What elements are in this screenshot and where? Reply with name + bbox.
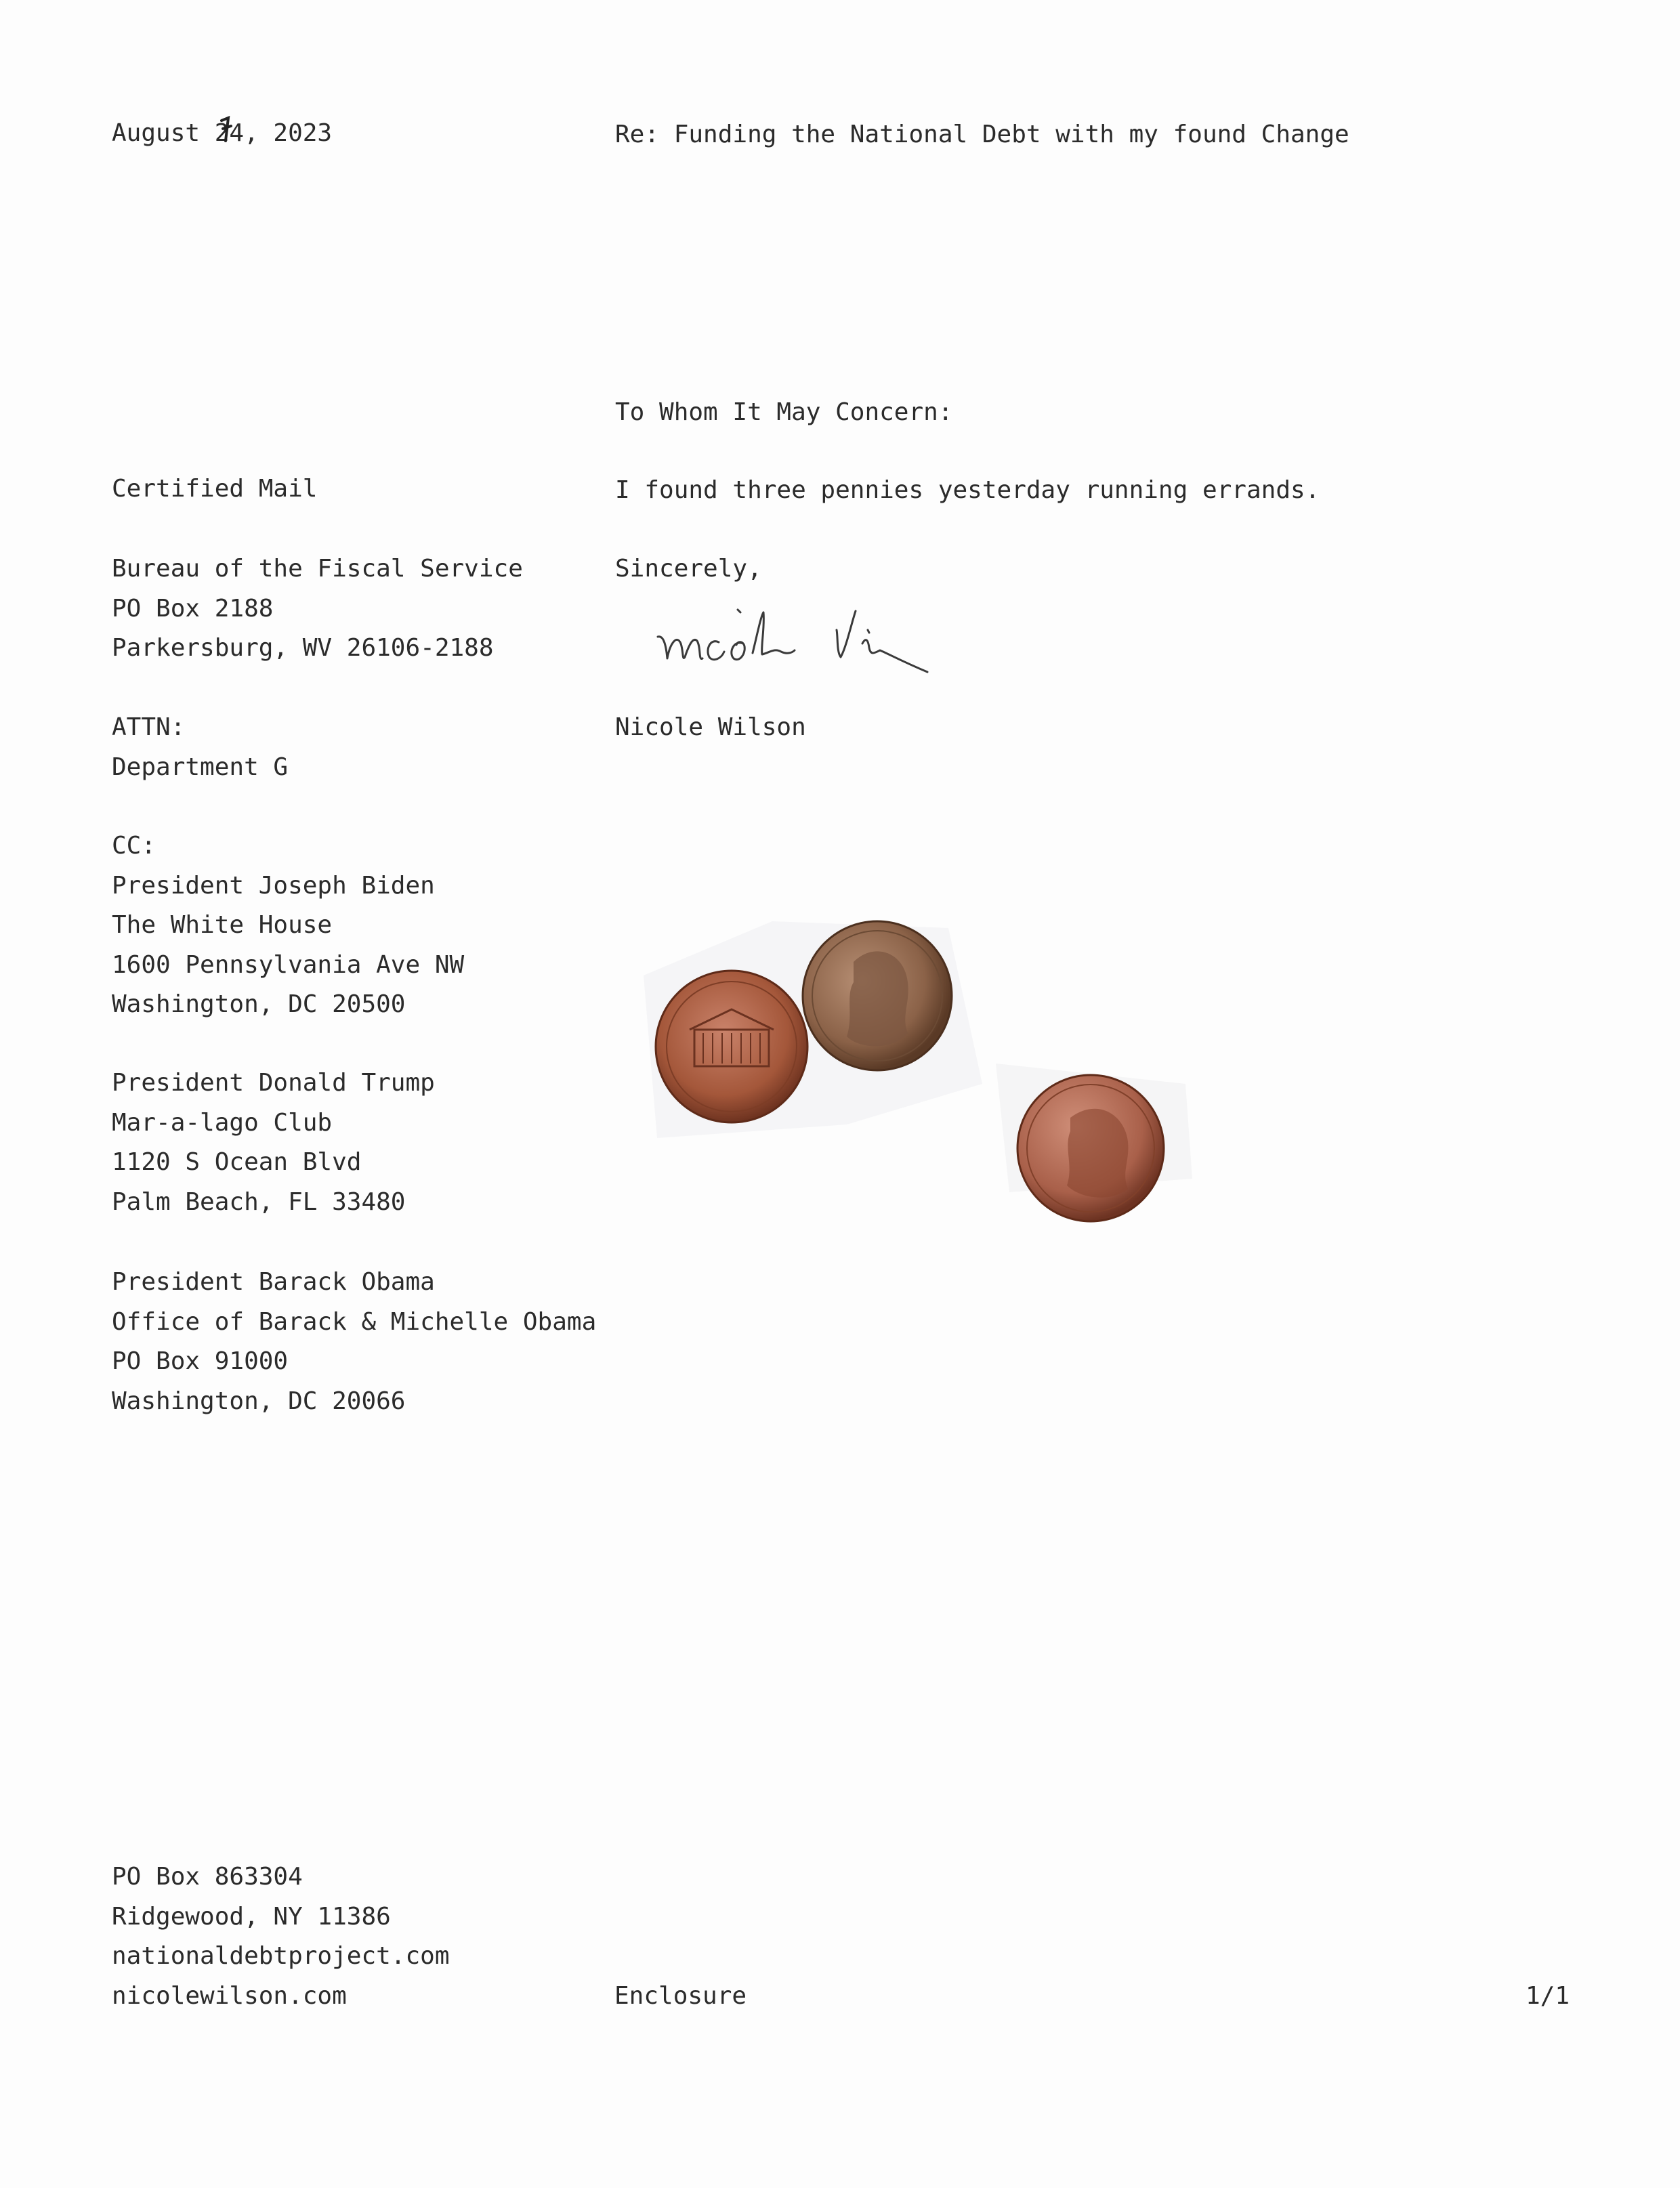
page-number: 1/1 xyxy=(1526,1982,1570,2010)
address-line: PO Box 2188 xyxy=(112,594,274,623)
closing: Sincerely, xyxy=(615,555,762,583)
sender-line: Ridgewood, NY 11386 xyxy=(112,1902,391,1931)
cc-line: Mar-a-lago Club xyxy=(112,1108,333,1137)
pennies-icon xyxy=(630,881,1199,1233)
cc-line: 1120 S Ocean Blvd xyxy=(112,1148,362,1176)
letter-date: August 24, 2023 xyxy=(112,119,333,147)
delivery-method: Certified Mail xyxy=(112,475,318,503)
attention-label: ATTN: xyxy=(112,713,186,741)
handwritten-correction-mark xyxy=(219,114,234,145)
recipient-address xyxy=(112,549,523,669)
attention-block xyxy=(112,708,288,787)
cc-line: President Donald Trump xyxy=(112,1069,435,1097)
letter-subject: Re: Funding the National Debt with my found Change xyxy=(615,121,1349,148)
salutation: To Whom It May Concern: xyxy=(615,398,953,426)
cc-label: CC: xyxy=(112,832,156,860)
cc-line: 1600 Pennsylvania Ave NW xyxy=(112,950,465,979)
cc-line: Palm Beach, FL 33480 xyxy=(112,1187,406,1216)
signature-icon xyxy=(654,596,972,691)
cc-line: President Barack Obama xyxy=(112,1268,435,1296)
address-line: Bureau of the Fiscal Service xyxy=(112,555,523,583)
sender-address xyxy=(112,1857,450,2016)
cc-recipient-2 xyxy=(112,1064,435,1222)
cc-line: The White House xyxy=(112,911,333,939)
cc-line: Washington, DC 20500 xyxy=(112,990,406,1018)
cc-line: Washington, DC 20066 xyxy=(112,1387,406,1415)
sender-line: PO Box 863304 xyxy=(112,1863,303,1891)
cc-line: Office of Barack & Michelle Obama xyxy=(112,1307,597,1336)
address-line: Parkersburg, WV 26106-2188 xyxy=(112,634,494,662)
attention-value: Department G xyxy=(112,753,289,781)
cc-line: President Joseph Biden xyxy=(112,871,435,900)
signer-name: Nicole Wilson xyxy=(615,713,806,741)
cc-recipient-3 xyxy=(112,1263,596,1421)
cc-block xyxy=(112,826,464,1025)
cc-line: PO Box 91000 xyxy=(112,1347,289,1375)
letter-body: I found three pennies yesterday running errands. xyxy=(615,476,1320,504)
enclosure-note: Enclosure xyxy=(614,1982,747,2010)
sender-website: nationaldebtproject.com xyxy=(112,1942,450,1970)
sender-website: nicolewilson.com xyxy=(112,1981,347,2010)
